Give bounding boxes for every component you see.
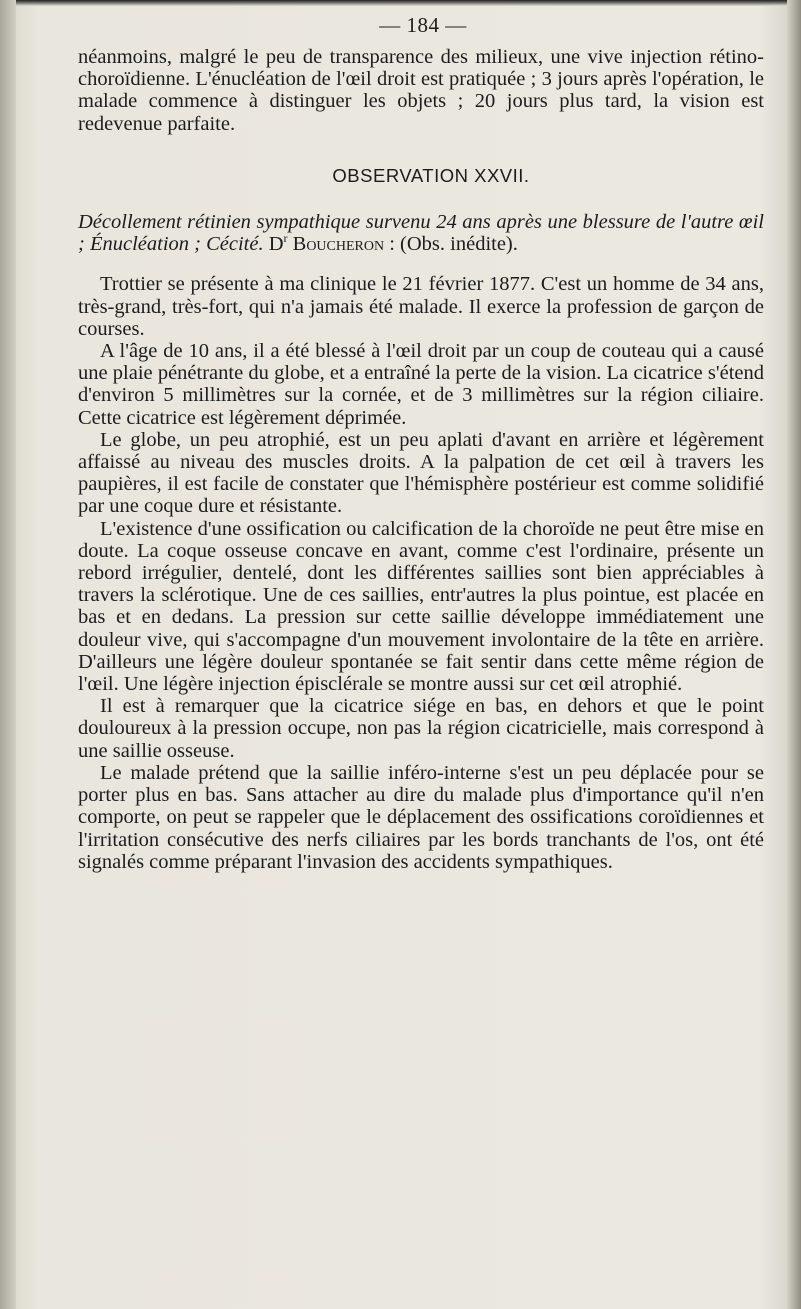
observation-author-prefix: D [268, 233, 284, 256]
observation-author-name: Boucheron [292, 233, 385, 256]
body-paragraph: Le malade prétend que la saillie inféro-interne s'est un peu déplacée pour se porter plus en bas. Sans attacher au dire du malade plus d'importance qu'il n'en comporte, on peut se rappeler que le déplacement des ossifications coroïdiennes et l'irritation consécutive des nerfs ciliaires par les bords tranchants de l'os, ont été signalés comme préparant l'invasion des accidents sympathiques. [78, 761, 764, 873]
observation-author-sup: r [283, 231, 288, 246]
body-paragraph: Il est à remarquer que la cicatrice siége en bas, en dehors et que le point douloureux à la pression occupe, non pas la région cicatricielle, mais correspond à une saillie osseuse. [78, 695, 764, 762]
observation-title: OBSERVATION XXVII. [332, 164, 530, 186]
body-paragraph: A l'âge de 10 ans, il a été blessé à l'œil droit par un coup de couteau qui a causé une plaie pénétrante du globe, et a entraîné la perte de la vision. La cicatrice s'étend d'environ 5 millimètres sur la cornée, et de 3 millimètres sur la région ciliaire. Cette cicatrice est légèrement déprimée. [78, 340, 764, 429]
observation-summary-italic: Décollement rétinien sympathique survenu 24 ans après une blessure de l'autre œil ; Énucléation ; Cécité. [78, 211, 764, 256]
body-paragraph: Le globe, un peu atrophié, est un peu aplati d'avant en arrière et légèrement affaissé au niveau des muscles droits. A la palpation de cet œil à travers les paupières, il est facile de constater que l'hémisphère postérieur est comme solidifié par une coque dure et résistante. [78, 428, 764, 518]
observation-summary-tail: : (Obs. inédite). [389, 233, 518, 256]
page-number: — 184 — [379, 13, 467, 37]
observation-summary [78, 211, 764, 255]
page-right-edge [787, 0, 801, 1309]
body-paragraph: L'existence d'une ossification ou calcification de la choroïde ne peut être mise en doute. La coque osseuse concave en avant, comme c'est l'ordinaire, présente un rebord irrégulier, dentelé, dont les différentes saillies sont bien appréciables à travers la sclérotique. Une de ces saillies, entr'autres la plus pointue, est placée en bas et en dedans. La pression sur cette saillie développe immédiatement une douleur vive, qui s'accompagne d'un mouvement involontaire de la tête en arrière. D'ailleurs une légère douleur spontanée se fait sentir dans cette même région de l'œil. Une légère injection épisclérale se montre aussi sur cet œil atrophié. [78, 517, 764, 696]
page-left-edge [0, 0, 16, 1309]
body-paragraph: Trottier se présente à ma clinique le 21 février 1877. C'est un homme de 34 ans, très-grand, très-fort, qui n'a jamais été malade. Il exerce la profession de garçon de courses. [78, 273, 764, 340]
continuation-paragraph: néanmoins, malgré le peu de transparence des milieux, une vive injection rétino-choroïdienne. L'énucléation de l'œil droit est pratiquée ; 3 jours après l'opération, le malade commence à distinguer les objets ; 20 jours plus tard, la vision est redevenue parfaite. [78, 46, 764, 135]
page-content [78, 0, 764, 873]
